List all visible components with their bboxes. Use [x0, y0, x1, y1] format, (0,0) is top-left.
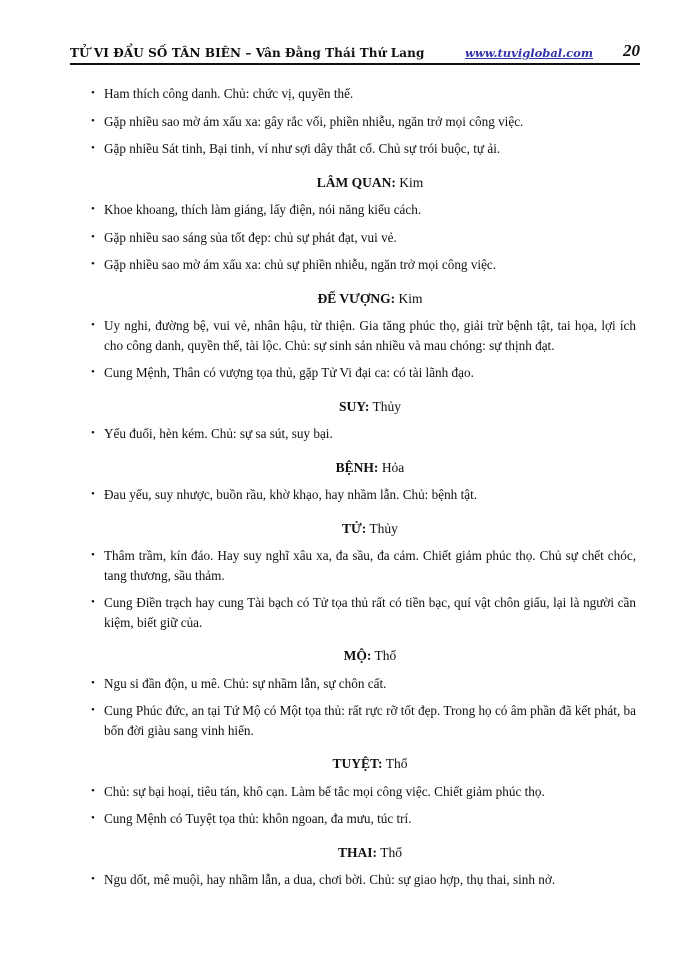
list-item: • Uy nghi, đường bệ, vui vẻ, nhân hậu, từ thiện. Gia tăng phúc thọ, giải trừ bệnh tật, tai họa, lợi ích cho công danh, quyền thế, tài lộc. Chủ: sự sinh sản nhiều và mau chóng: sự thịnh đạt. — [91, 318, 636, 353]
bullet-icon: • — [91, 812, 95, 824]
list-item: • Gặp nhiều Sát tinh, Bại tinh, ví như sợi dây thắt cổ. Chủ sự trói buộc, tự ải. — [91, 139, 636, 159]
section-heading: ĐẾ VƯỢNG: Kim — [317, 290, 423, 306]
section-benh — [91, 458, 636, 505]
section-de-vuong — [91, 289, 636, 383]
section-heading: TUYỆT: Thổ — [332, 756, 408, 771]
list-item: • Thâm trầm, kín đáo. Hay suy nghĩ xâu xa, đa sầu, đa cảm. Chiết giảm phúc thọ. Chủ sự chết chóc, tang thương, sầu thảm. — [91, 548, 636, 583]
list-item: • Ham thích công danh. Chủ: chức vị, quyền thế. — [91, 84, 636, 104]
bullet-icon: • — [91, 596, 95, 608]
section-tuyet — [91, 754, 636, 829]
bullet-icon: • — [91, 230, 95, 243]
list-item: • Đau yếu, suy nhược, buồn rầu, khờ khạo, hay nhầm lẫn. Chủ: bệnh tật. — [91, 485, 636, 505]
bullet-icon: • — [91, 258, 95, 270]
book-title: TỬ VI ĐẨU SỐ TÂN BIÊN – Vân Đằng Thái Thứ Lang — [70, 46, 425, 60]
list-item: • Cung Phúc đức, an tại Tứ Mộ có Một tọa thủ: rất rực rỡ tốt đẹp. Trong họ có âm phần đã kết phát, ba bốn đời giàu sang vinh hiển. — [91, 703, 636, 738]
list-item: • Gặp nhiều sao mờ ám xấu xa: gây rắc vối, phiền nhiễu, ngăn trở mọi công việc. — [91, 112, 636, 132]
section-heading: THAI: Thổ — [338, 844, 402, 860]
section-heading: LÂM QUAN: Kim — [316, 174, 424, 190]
bullet-icon: • — [91, 203, 95, 215]
list-item: • Cung Mệnh có Tuyệt tọa thủ: khôn ngoan, đa mưu, túc trí. — [91, 809, 636, 829]
bullet-icon: • — [91, 676, 95, 689]
section-heading: TỬ: Thủy — [342, 520, 398, 536]
section-lam-quan — [91, 173, 636, 275]
bullet-icon: • — [91, 549, 95, 561]
list-item: • Gặp nhiều sao mờ ám xấu xa: chủ sự phiền nhiễu, ngăn trở mọi công việc. — [91, 255, 636, 275]
list-item: • Cung Điền trạch hay cung Tài bạch có Tử tọa thủ rất có tiền bạc, quí vật chôn giấu, lại là người cần kiệm, biết giữ của. — [91, 595, 636, 630]
list-item: • Yếu đuối, hèn kém. Chủ: sự sa sút, suy bại. — [91, 424, 636, 444]
bullet-icon: • — [91, 784, 95, 797]
page-number: 20 — [623, 41, 640, 60]
section-tu — [91, 519, 636, 633]
section-suy — [91, 397, 636, 444]
website-link[interactable]: www.tuviglobal.com — [464, 46, 593, 60]
bullet-icon: • — [91, 366, 95, 378]
section-heading: BỆNH: Hỏa — [335, 459, 405, 475]
bullet-icon: • — [91, 488, 95, 500]
list-item: • Cung Mệnh, Thân có vượng tọa thủ, gặp Tử Vi đại ca: có tài lãnh đạo. — [91, 363, 636, 383]
section-thai — [91, 843, 636, 890]
bullet-icon: • — [91, 142, 95, 154]
page-content — [91, 84, 636, 898]
page-header — [70, 38, 640, 65]
bullet-icon: • — [91, 87, 95, 99]
bullet-icon: • — [91, 427, 95, 439]
intro-bullets — [91, 84, 636, 159]
list-item: • Khoe khoang, thích làm giáng, lấy điện, nói năng kiểu cách. — [91, 200, 636, 220]
bullet-icon: • — [91, 319, 95, 331]
section-heading: MỘ: Thổ — [343, 648, 397, 663]
section-heading: SUY: Thủy — [339, 398, 401, 414]
bullet-icon: • — [91, 873, 95, 885]
list-item: • Gặp nhiều sao sáng sủa tốt đẹp: chủ sự phát đạt, vui vẻ. — [91, 228, 636, 248]
list-item: • Ngu dốt, mê muội, hay nhầm lẫn, a dua, chơi bời. Chủ: sự giao hợp, thụ thai, sinh nở. — [91, 870, 636, 890]
list-item: • Chủ: sự bại hoại, tiêu tán, khô cạn. Làm bế tắc mọi công việc. Chiết giảm phúc thọ. — [91, 782, 636, 802]
bullet-icon: • — [91, 114, 95, 127]
bullet-icon: • — [91, 704, 95, 716]
list-item: • Ngu si đần độn, u mê. Chủ: sự nhầm lẫn, sự chôn cất. — [91, 674, 636, 694]
section-mo — [91, 646, 636, 740]
